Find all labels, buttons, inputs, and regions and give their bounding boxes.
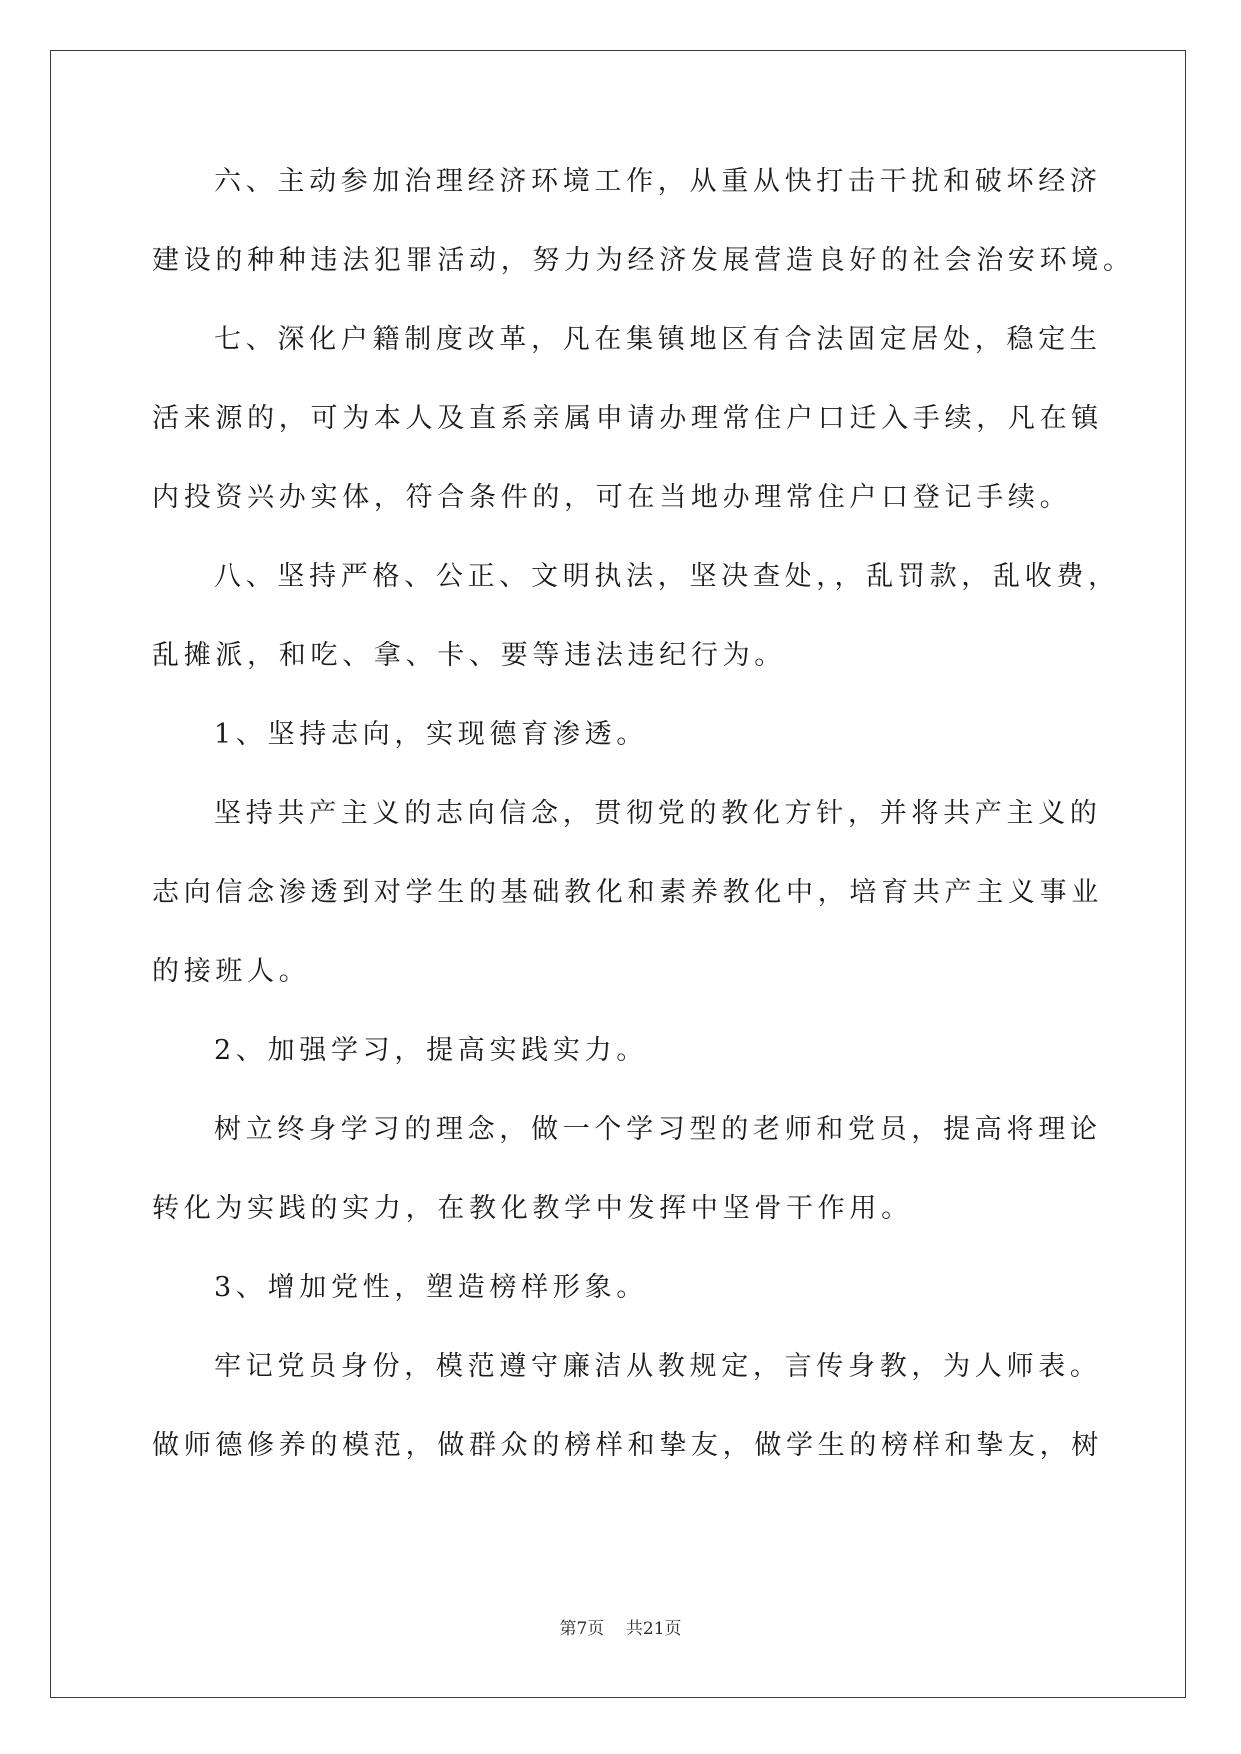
paragraph-line: 牢记党员身份，模范遵守廉洁从教规定，言传身教，为人师表。 (214, 1351, 1102, 1382)
paragraph-line: 建设的种种违法犯罪活动，努力为经济发展营造良好的社会治安环境。 (152, 245, 1135, 276)
paragraph-line: 活来源的，可为本人及直系亲属申请办理常住户口迁入手续，凡在镇 (152, 403, 1103, 434)
current-page-number: 第7页 (559, 1619, 605, 1639)
section-heading: 3、增加党性，塑造榜样形象。 (214, 1272, 648, 1303)
paragraph-line: 八、坚持严格、公正、文明执法，坚决查处，，乱罚款，乱收费， (214, 561, 1120, 592)
paragraph-line: 的接班人。 (152, 956, 311, 987)
paragraph-line: 内投资兴办实体，符合条件的，可在当地办理常住户口登记手续。 (152, 482, 1072, 513)
paragraph-line: 树立终身学习的理念，做一个学习型的老师和党员，提高将理论 (214, 1114, 1102, 1145)
paragraph-line: 七、深化户籍制度改革，凡在集镇地区有合法固定居处，稳定生 (214, 324, 1102, 355)
section-heading: 1、坚持志向，实现德育渗透。 (214, 719, 648, 750)
page-footer (0, 1614, 1241, 1639)
section-heading: 2、加强学习，提高实践实力。 (214, 1035, 648, 1066)
paragraph-line: 做师德修养的模范，做群众的榜样和挚友，做学生的榜样和挚友，树 (152, 1430, 1103, 1461)
paragraph-line: 坚持共产主义的志向信念，贯彻党的教化方针，并将共产主义的 (214, 798, 1102, 829)
paragraph-line: 转化为实践的实力，在教化教学中发挥中坚骨干作用。 (152, 1193, 913, 1224)
paragraph-line: 乱摊派，和吃、拿、卡、要等违法违纪行为。 (152, 640, 786, 671)
paragraph-line: 志向信念渗透到对学生的基础教化和素养教化中，培育共产主义事业 (152, 877, 1103, 908)
paragraph-line: 六、主动参加治理经济环境工作，从重从快打击干扰和破坏经济 (214, 166, 1102, 197)
total-pages: 共21页 (625, 1619, 682, 1639)
